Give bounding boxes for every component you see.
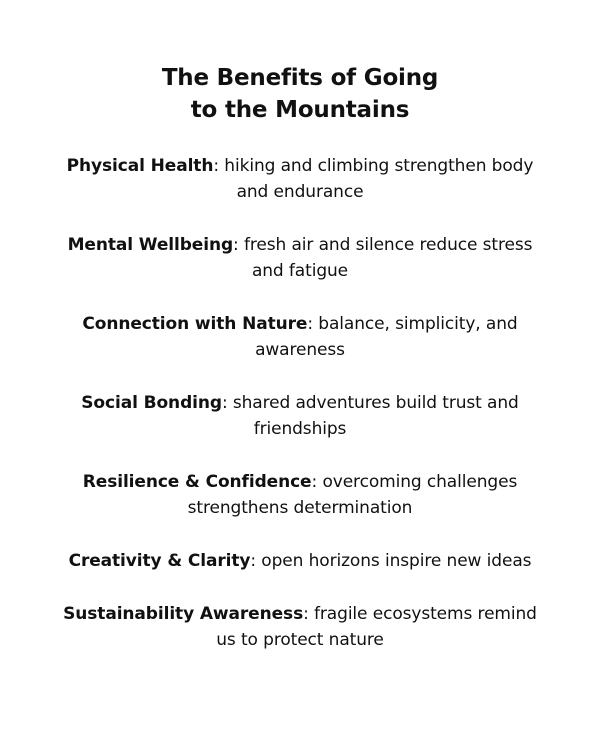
benefit-separator: : (213, 156, 225, 176)
benefit-separator: : (221, 393, 233, 413)
benefit-text: open horizons inspire new ideas (261, 551, 532, 571)
benefit-separator: : (233, 235, 244, 255)
benefit-text: fragile ecosystems remind us to protect nature (216, 604, 537, 650)
benefit-title: Sustainability Awareness (63, 604, 304, 624)
benefits-list (0, 153, 600, 653)
benefit-text: hiking and climbing strengthen body and endurance (224, 156, 534, 202)
benefit-creativity-clarity (55, 548, 545, 574)
benefit-physical-health (55, 153, 545, 205)
benefit-social-bonding (55, 390, 545, 442)
benefit-connection-with-nature (55, 311, 545, 363)
benefit-title: Social Bonding (81, 393, 222, 413)
benefit-separator: : (250, 551, 262, 571)
benefit-mental-wellbeing (55, 232, 545, 284)
benefit-title: Resilience & Confidence (82, 472, 312, 492)
benefit-text: overcoming challenges strengthens determination (187, 472, 518, 518)
benefit-resilience-confidence (55, 469, 545, 521)
benefit-text: shared adventures build trust and friendships (232, 393, 519, 439)
benefit-title: Connection with Nature (82, 314, 308, 334)
benefit-separator: : (311, 472, 323, 492)
benefit-title: Mental Wellbeing (67, 235, 234, 255)
benefit-title: Physical Health (66, 156, 214, 176)
page-title-line-1: The Benefits of Going (161, 65, 439, 91)
page-title (90, 62, 510, 126)
page-title-line-2: to the Mountains (190, 97, 410, 123)
benefit-text: fresh air and silence reduce stress and fatigue (243, 235, 533, 281)
benefit-text: balance, simplicity, and awareness (255, 314, 518, 360)
benefit-separator: : (303, 604, 315, 624)
benefit-title: Creativity & Clarity (68, 551, 251, 571)
benefit-sustainability-awareness (55, 601, 545, 653)
benefit-separator: : (307, 314, 319, 334)
